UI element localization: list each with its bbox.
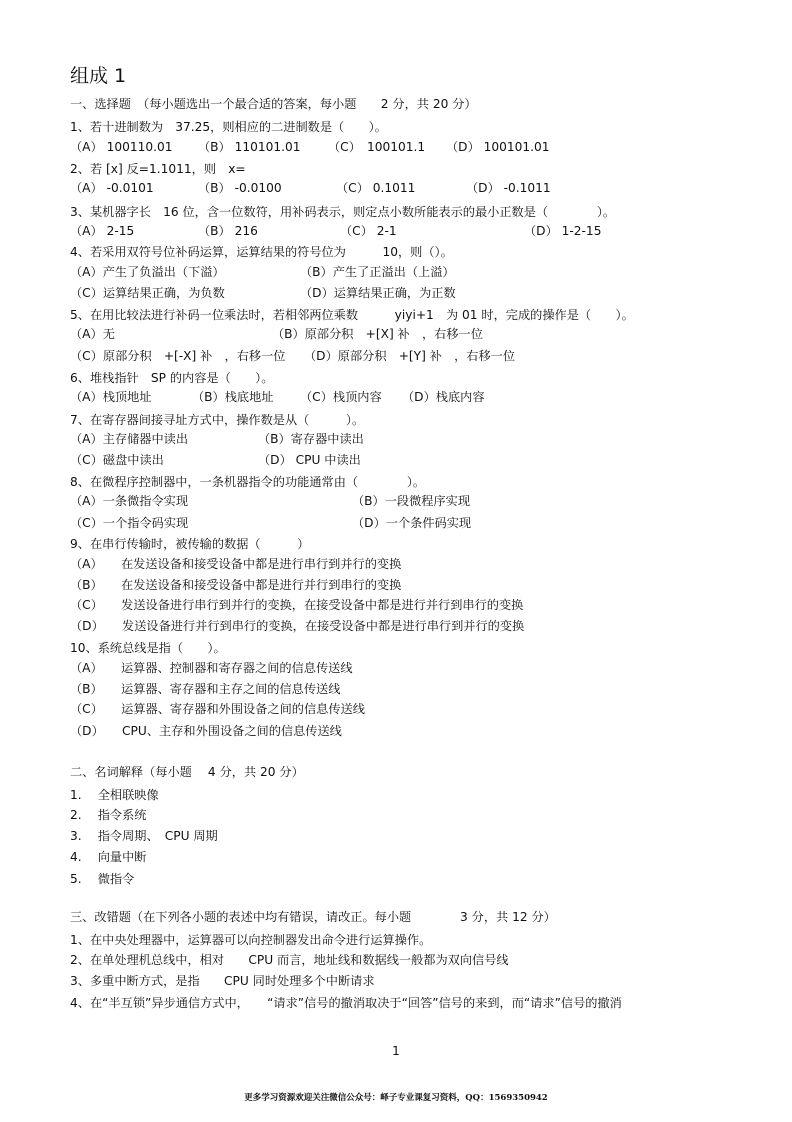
q9-option-d: （D） 发送设备进行并行到串行的变换，在接受设备中都是进行串行到并行的变换	[70, 619, 525, 633]
question-9: 9、在串行传输时，被传输的数据（ ）	[70, 537, 310, 551]
page-number: 1	[392, 1044, 400, 1058]
q7-option-d: （D） CPU 中读出	[258, 453, 361, 467]
question-2: 2、若 [x] 反=1.1011，则 x=	[70, 162, 246, 176]
q8-option-b: （B）一段微程序实现	[352, 494, 471, 508]
q3-option-a: （A） 2-15	[70, 224, 135, 238]
q1-option-c: （C） 100101.1	[328, 140, 426, 154]
terms-section-header: 二、名词解释（每小题 4 分，共 20 分）	[70, 765, 304, 779]
question-5: 5、在用比较法进行补码一位乘法时，若相邻两位乘数 yiyi+1 为 01 时，完成的操作是（ ）。	[70, 308, 634, 322]
question-3: 3、某机器字长 16 位，含一位数符，用补码表示，则定点小数所能表示的最小正数是（ ）。	[70, 205, 616, 219]
correction-item-4: 4、在“半互锁”异步通信方式中， “请求”信号的撤消取决于“回答”信号的来到，而“请求”信号的撤消	[70, 996, 622, 1010]
term-item-1: 1. 全相联映像	[70, 788, 159, 802]
term-item-2: 2. 指令系统	[70, 808, 147, 822]
q5-option-c: （C）原部分积 +[-X] 补 ，右移一位	[70, 349, 286, 363]
q4-option-c: （C）运算结果正确，为负数	[70, 286, 225, 300]
q8-option-c: （C）一个指令码实现	[70, 516, 189, 530]
q9-option-a: （A） 在发送设备和接受设备中都是进行串行到并行的变换	[70, 557, 402, 571]
q9-option-b: （B） 在发送设备和接受设备中都是进行并行到串行的变换	[70, 578, 402, 592]
q10-option-a: （A） 运算器、控制器和寄存器之间的信息传送线	[70, 661, 353, 675]
q3-option-d: （D） 1-2-15	[524, 224, 602, 238]
q10-option-b: （B） 运算器、寄存器和主存之间的信息传送线	[70, 682, 341, 696]
q10-option-d: （D） CPU、主存和外围设备之间的信息传送线	[70, 724, 342, 738]
q3-option-b: （B） 216	[198, 224, 258, 238]
question-7: 7、在寄存器间接寻址方式中，操作数是从（ ）。	[70, 413, 365, 427]
q2-option-b: （B） -0.0100	[198, 181, 282, 195]
q8-option-a: （A）一条微指令实现	[70, 494, 189, 508]
correction-section-header: 三、改错题（在下列各小题的表述中均有错误，请改正。每小题 3 分，共 12 分）	[70, 910, 556, 924]
term-item-3: 3. 指令周期、 CPU 周期	[70, 829, 218, 843]
q4-option-a: （A）产生了负溢出（下溢）	[70, 265, 225, 279]
q5-option-a: （A）无	[70, 327, 115, 341]
q7-option-b: （B）寄存器中读出	[258, 432, 364, 446]
q6-option-c: （C）栈顶内容	[300, 390, 382, 404]
question-10: 10、系统总线是指（ ）。	[70, 641, 226, 655]
question-4: 4、若采用双符号位补码运算，运算结果的符号位为 10，则（）。	[70, 245, 453, 259]
q9-option-c: （C） 发送设备进行串行到并行的变换，在接受设备中都是进行并行到串行的变换	[70, 598, 524, 612]
q10-option-c: （C） 运算器、寄存器和外围设备之间的信息传送线	[70, 702, 365, 716]
q2-option-d: （D） -0.1011	[466, 181, 551, 195]
q8-option-d: （D）一个条件码实现	[352, 516, 472, 530]
q5-option-d: （D）原部分积 +[Y] 补 ，右移一位	[304, 349, 516, 363]
footer-note: 更多学习资源欢迎关注微信公众号：峄子专业课复习资料，QQ：1569350942	[244, 1093, 548, 1103]
q6-option-a: （A）栈顶地址	[70, 390, 152, 404]
correction-item-1: 1、在中央处理器中，运算器可以向控制器发出命令进行运算操作。	[70, 933, 432, 947]
q1-option-b: （B） 110101.01	[198, 140, 301, 154]
correction-item-3: 3、多重中断方式，是指 CPU 同时处理多个中断请求	[70, 974, 375, 988]
q1-option-a: （A） 100110.01	[70, 140, 173, 154]
term-item-4: 4. 向量中断	[70, 850, 147, 864]
question-6: 6、堆栈指针 SP 的内容是（ ）。	[70, 371, 274, 385]
q5-option-b: （B）原部分积 +[X] 补 ，右移一位	[272, 327, 483, 341]
q4-option-b: （B）产生了正溢出（上溢）	[300, 265, 455, 279]
question-1: 1、若十进制数为 37.25，则相应的二进制数是（ ）。	[70, 120, 387, 134]
q6-option-b: （B）栈底地址	[192, 390, 274, 404]
document-title: 组成 1	[70, 65, 127, 87]
q6-option-d: （D）栈底内容	[402, 390, 485, 404]
question-8: 8、在微程序控制器中，一条机器指令的功能通常由（ ）。	[70, 475, 426, 489]
q3-option-c: （C） 2-1	[340, 224, 397, 238]
q4-option-d: （D）运算结果正确，为正数	[300, 286, 456, 300]
choice-section-header: 一、选择题 （每小题选出一个最合适的答案，每小题 2 分，共 20 分）	[70, 97, 477, 111]
q7-option-c: （C）磁盘中读出	[70, 453, 164, 467]
q7-option-a: （A）主存储器中读出	[70, 432, 189, 446]
q2-option-a: （A） -0.0101	[70, 181, 154, 195]
term-item-5: 5. 微指令	[70, 872, 135, 886]
q1-option-d: （D） 100101.01	[446, 140, 550, 154]
q2-option-c: （C） 0.1011	[336, 181, 416, 195]
correction-item-2: 2、在单处理机总线中，相对 CPU 而言，地址线和数据线一般都为双向信号线	[70, 953, 509, 967]
